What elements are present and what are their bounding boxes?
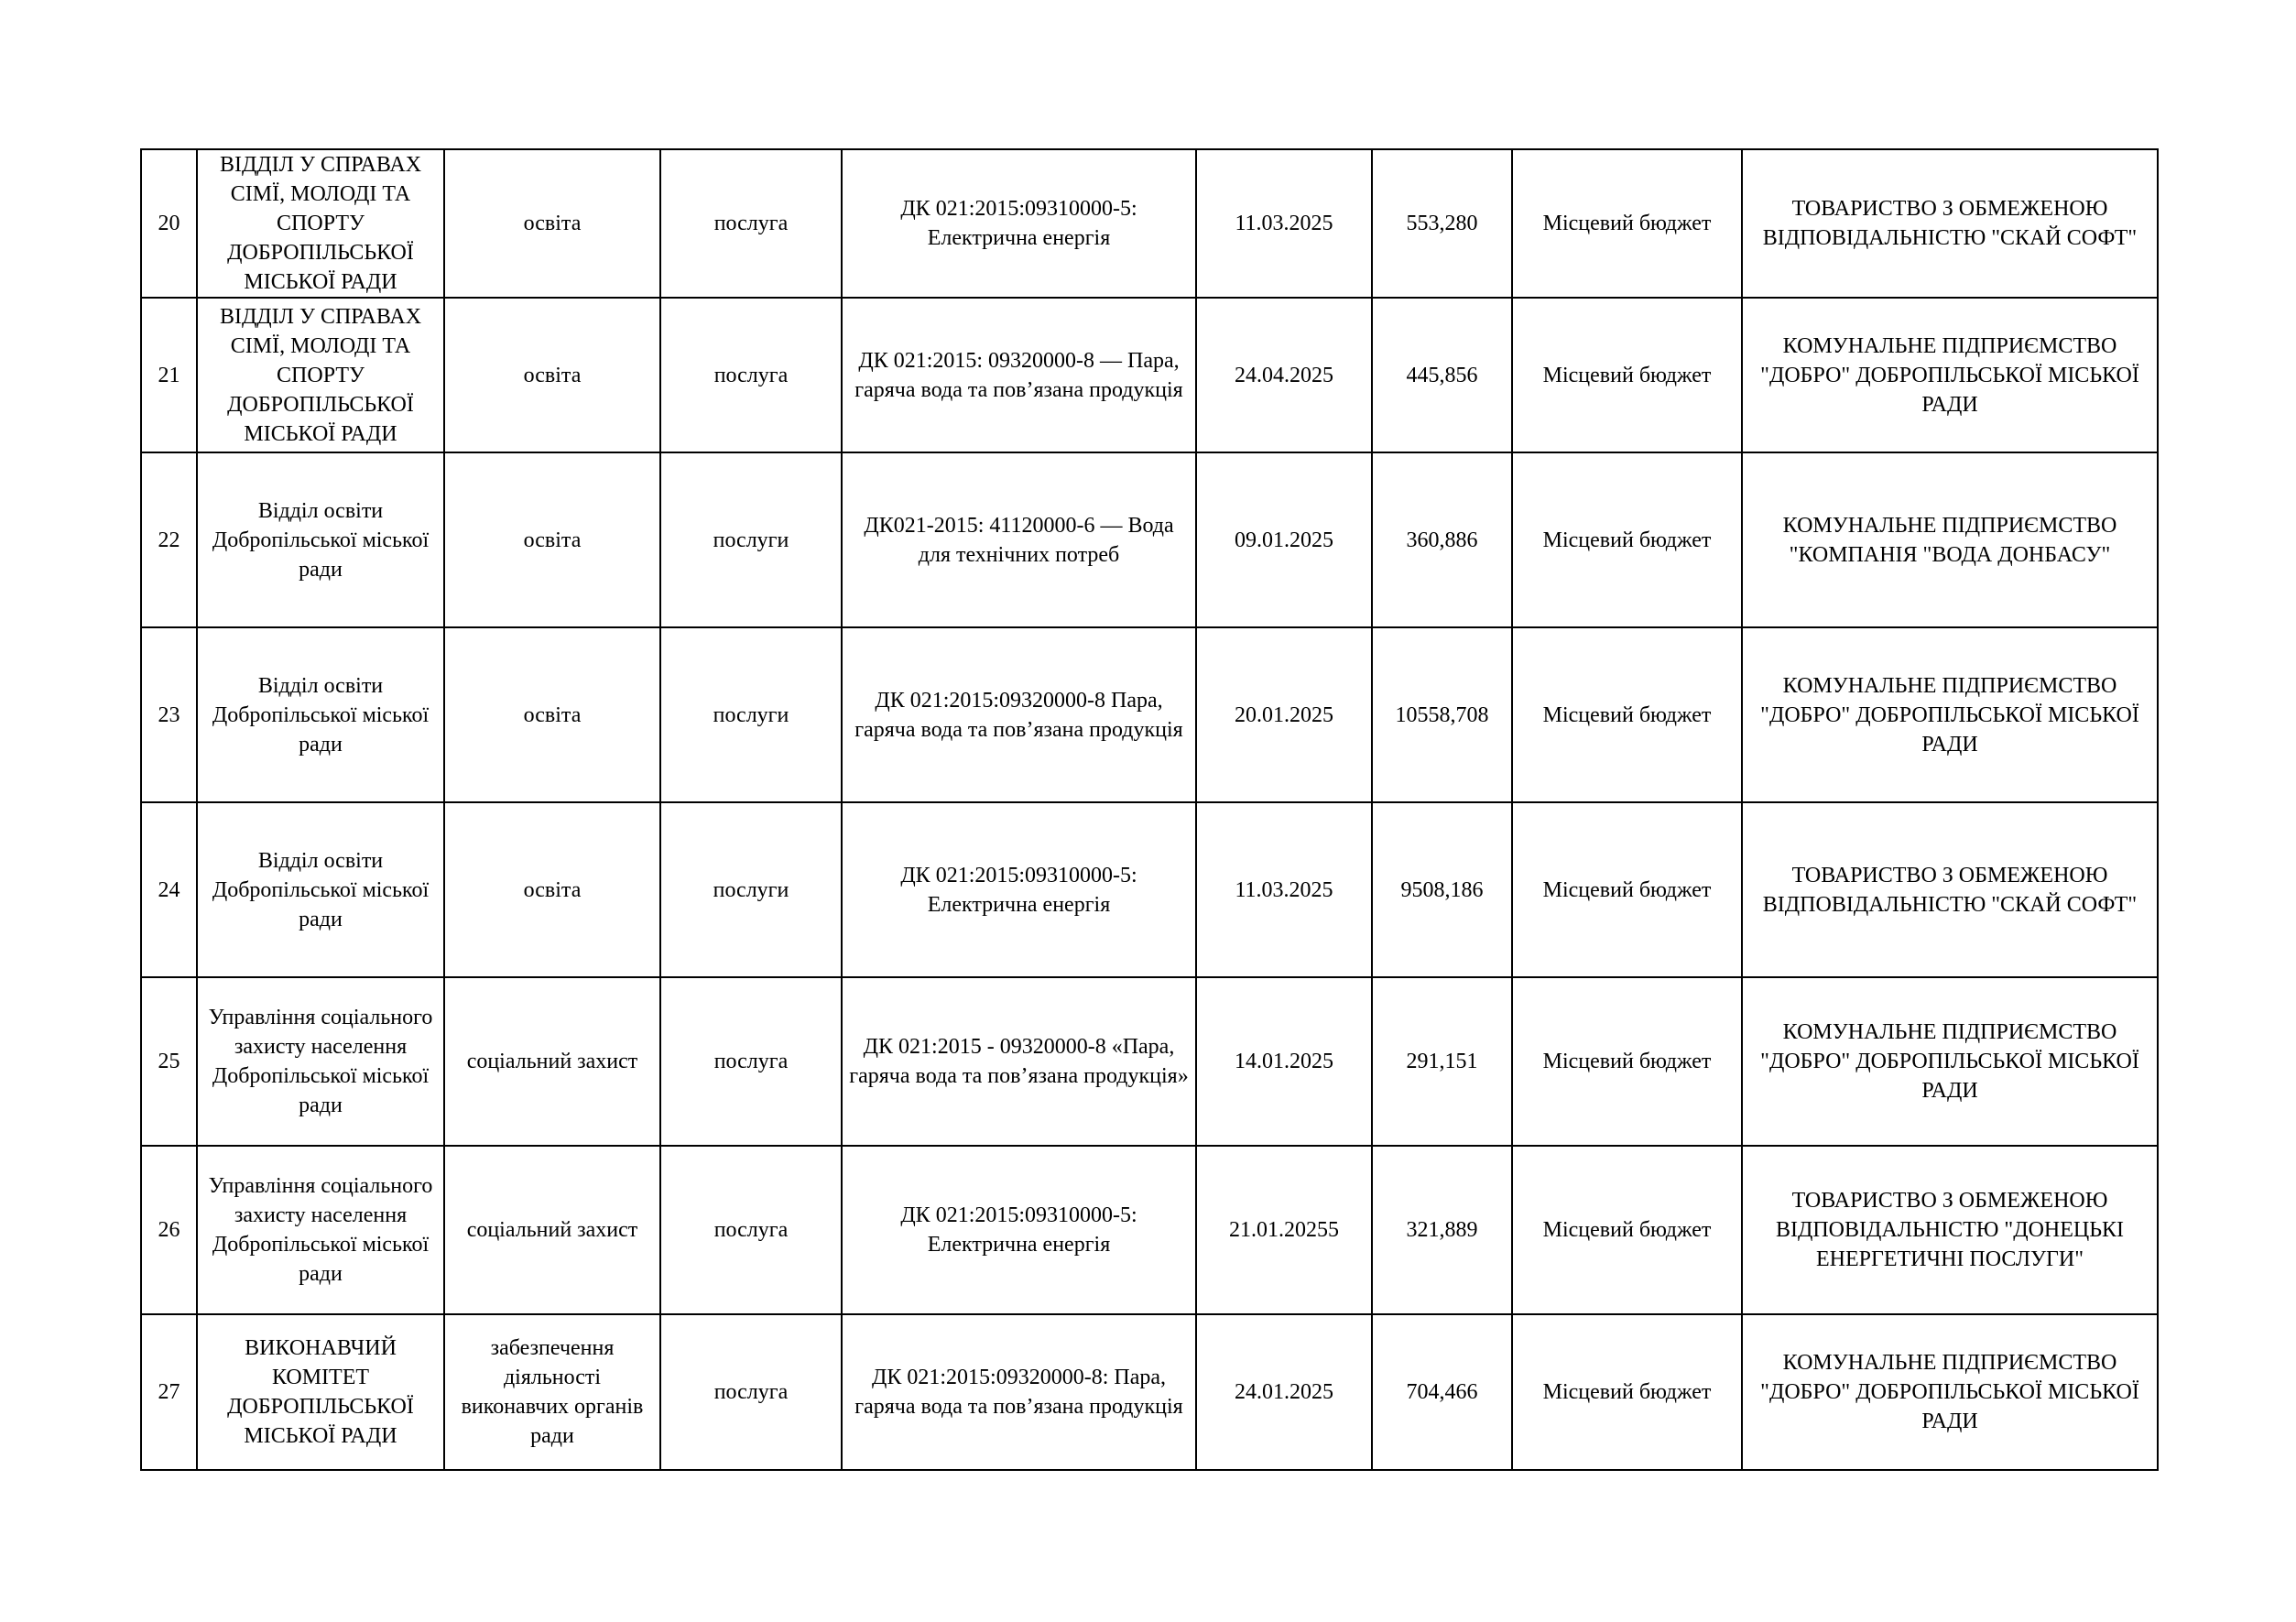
row-number: 26 [141, 1146, 197, 1314]
organization-cell: ВИКОНАВЧИЙ КОМІТЕТ ДОБРОПІЛЬСЬКОЇ МІСЬКОЇ РАДИ [197, 1314, 444, 1470]
type-cell: послуга [660, 1314, 842, 1470]
date-cell: 11.03.2025 [1196, 149, 1372, 298]
code-cell: ДК 021:2015:09320000-8 Пара, гаряча вода та пов’язана продукція [842, 627, 1196, 802]
row-number: 25 [141, 977, 197, 1146]
funding-cell: Місцевий бюджет [1512, 802, 1742, 977]
date-cell: 21.01.20255 [1196, 1146, 1372, 1314]
sector-cell: освіта [444, 452, 660, 627]
table-row [141, 1314, 2158, 1470]
organization-cell: Управління соціального захисту населення Добропільської міської ради [197, 1146, 444, 1314]
supplier-cell: ТОВАРИСТВО З ОБМЕЖЕНОЮ ВІДПОВІДАЛЬНІСТЮ "СКАЙ СОФТ" [1742, 149, 2158, 298]
organization-cell: ВІДДІЛ У СПРАВАХ СІМЇ, МОЛОДІ ТА СПОРТУ ДОБРОПІЛЬСЬКОЇ МІСЬКОЇ РАДИ [197, 298, 444, 452]
amount-cell: 360,886 [1372, 452, 1512, 627]
organization-cell: Відділ освіти Добропільської міської ради [197, 802, 444, 977]
date-cell: 11.03.2025 [1196, 802, 1372, 977]
amount-cell: 9508,186 [1372, 802, 1512, 977]
type-cell: послуга [660, 977, 842, 1146]
amount-cell: 321,889 [1372, 1146, 1512, 1314]
type-cell: послуги [660, 452, 842, 627]
row-number: 21 [141, 298, 197, 452]
amount-cell: 553,280 [1372, 149, 1512, 298]
supplier-cell: КОМУНАЛЬНЕ ПІДПРИЄМСТВО "ДОБРО" ДОБРОПІЛЬСЬКОЇ МІСЬКОЇ РАДИ [1742, 977, 2158, 1146]
table-row [141, 1146, 2158, 1314]
organization-cell: Відділ освіти Добропільської міської ради [197, 627, 444, 802]
table-row [141, 452, 2158, 627]
amount-cell: 291,151 [1372, 977, 1512, 1146]
organization-cell: ВІДДІЛ У СПРАВАХ СІМЇ, МОЛОДІ ТА СПОРТУ ДОБРОПІЛЬСЬКОЇ МІСЬКОЇ РАДИ [197, 149, 444, 298]
date-cell: 24.04.2025 [1196, 298, 1372, 452]
amount-cell: 445,856 [1372, 298, 1512, 452]
sector-cell: освіта [444, 149, 660, 298]
organization-cell: Відділ освіти Добропільської міської ради [197, 452, 444, 627]
supplier-cell: ТОВАРИСТВО З ОБМЕЖЕНОЮ ВІДПОВІДАЛЬНІСТЮ "ДОНЕЦЬКІ ЕНЕРГЕТИЧНІ ПОСЛУГИ" [1742, 1146, 2158, 1314]
code-cell: ДК 021:2015 - 09320000-8 «Пара, гаряча вода та пов’язана продукція» [842, 977, 1196, 1146]
funding-cell: Місцевий бюджет [1512, 298, 1742, 452]
type-cell: послуга [660, 149, 842, 298]
procurement-table [140, 148, 2159, 1471]
sector-cell: освіта [444, 298, 660, 452]
code-cell: ДК021-2015: 41120000-6 — Вода для технічних потреб [842, 452, 1196, 627]
code-cell: ДК 021:2015:09310000-5: Електрична енергія [842, 802, 1196, 977]
organization-cell: Управління соціального захисту населення Добропільської міської ради [197, 977, 444, 1146]
code-cell: ДК 021:2015: 09320000-8 — Пара, гаряча вода та пов’язана продукція [842, 298, 1196, 452]
date-cell: 20.01.2025 [1196, 627, 1372, 802]
date-cell: 14.01.2025 [1196, 977, 1372, 1146]
funding-cell: Місцевий бюджет [1512, 627, 1742, 802]
sector-cell: освіта [444, 802, 660, 977]
row-number: 20 [141, 149, 197, 298]
sector-cell: соціальний захист [444, 1146, 660, 1314]
supplier-cell: КОМУНАЛЬНЕ ПІДПРИЄМСТВО "ДОБРО" ДОБРОПІЛЬСЬКОЇ МІСЬКОЇ РАДИ [1742, 298, 2158, 452]
date-cell: 09.01.2025 [1196, 452, 1372, 627]
supplier-cell: ТОВАРИСТВО З ОБМЕЖЕНОЮ ВІДПОВІДАЛЬНІСТЮ "СКАЙ СОФТ" [1742, 802, 2158, 977]
funding-cell: Місцевий бюджет [1512, 1146, 1742, 1314]
funding-cell: Місцевий бюджет [1512, 1314, 1742, 1470]
date-cell: 24.01.2025 [1196, 1314, 1372, 1470]
table-row [141, 802, 2158, 977]
sector-cell: соціальний захист [444, 977, 660, 1146]
type-cell: послуга [660, 298, 842, 452]
code-cell: ДК 021:2015:09310000-5: Електрична енергія [842, 1146, 1196, 1314]
funding-cell: Місцевий бюджет [1512, 452, 1742, 627]
supplier-cell: КОМУНАЛЬНЕ ПІДПРИЄМСТВО "КОМПАНІЯ "ВОДА ДОНБАСУ" [1742, 452, 2158, 627]
row-number: 24 [141, 802, 197, 977]
row-number: 23 [141, 627, 197, 802]
code-cell: ДК 021:2015:09310000-5: Електрична енергія [842, 149, 1196, 298]
row-number: 22 [141, 452, 197, 627]
table-row [141, 977, 2158, 1146]
table-row [141, 298, 2158, 452]
sector-cell: забезпечення діяльності виконавчих органів ради [444, 1314, 660, 1470]
table-row [141, 627, 2158, 802]
code-cell: ДК 021:2015:09320000-8: Пара, гаряча вода та пов’язана продукція [842, 1314, 1196, 1470]
supplier-cell: КОМУНАЛЬНЕ ПІДПРИЄМСТВО "ДОБРО" ДОБРОПІЛЬСЬКОЇ МІСЬКОЇ РАДИ [1742, 1314, 2158, 1470]
type-cell: послуги [660, 627, 842, 802]
sector-cell: освіта [444, 627, 660, 802]
amount-cell: 704,466 [1372, 1314, 1512, 1470]
type-cell: послуга [660, 1146, 842, 1314]
funding-cell: Місцевий бюджет [1512, 977, 1742, 1146]
type-cell: послуги [660, 802, 842, 977]
supplier-cell: КОМУНАЛЬНЕ ПІДПРИЄМСТВО "ДОБРО" ДОБРОПІЛЬСЬКОЇ МІСЬКОЇ РАДИ [1742, 627, 2158, 802]
amount-cell: 10558,708 [1372, 627, 1512, 802]
row-number: 27 [141, 1314, 197, 1470]
funding-cell: Місцевий бюджет [1512, 149, 1742, 298]
table-row [141, 149, 2158, 298]
